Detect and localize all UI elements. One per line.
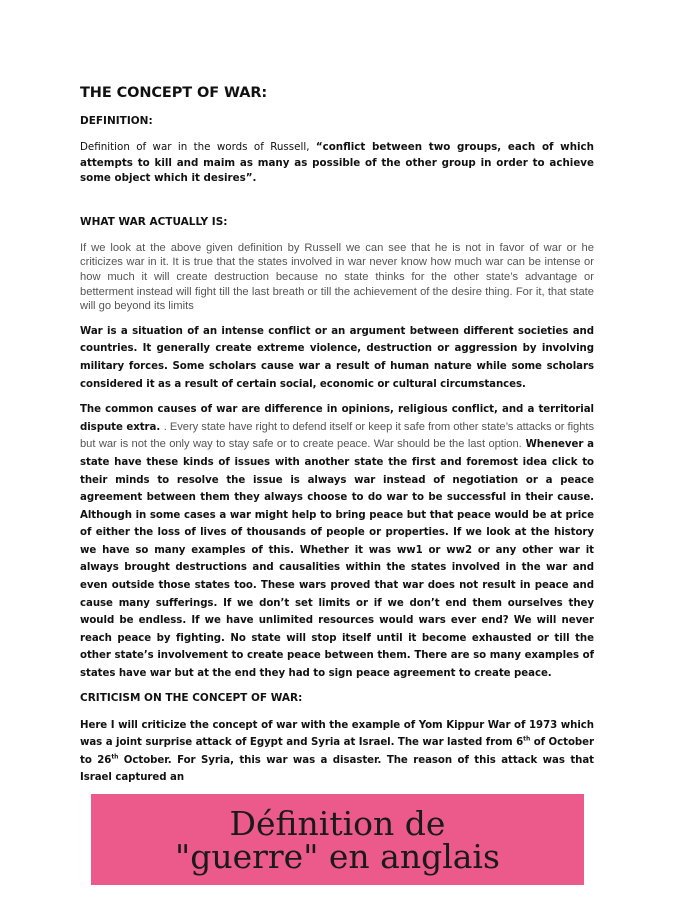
criticism-part3: October. For Syria, this war was a disaster. The reason of this attack was that Israel captured an [80, 754, 595, 784]
title-banner [91, 794, 584, 885]
criticism-part2: of October to 26 [80, 737, 594, 766]
causes-paragraph [80, 401, 594, 683]
banner-line-2: "guerre" en anglais [175, 836, 500, 876]
criticism-part1: Here I will criticize the concept of war with the example of Yom Kippur War of 1973 which was a joint surprise attack of Egypt and Syria at Israel. The war lasted from 6 [80, 719, 594, 749]
what-war-heading: WHAT WAR ACTUALLY IS: [80, 215, 228, 228]
definition-heading: DEFINITION: [80, 115, 153, 127]
causes-start: The common causes of war are difference in opinions, religious conflict, and a territorial dispute extra. [80, 404, 594, 433]
criticism-heading: CRITICISM ON THE CONCEPT OF WAR: [80, 691, 303, 704]
definition-intro: Definition of war in the words of Russell, [80, 141, 316, 153]
criticism-sup2: th [111, 753, 119, 761]
causes-inline-regular: . Every state have right to defend itself or keep it safe from other state’s attacks or fights but war is not the only way to stay safe or to create peace. War should be the last option. [80, 420, 594, 451]
criticism-paragraph [80, 717, 594, 787]
criticism-sup1: th [523, 735, 531, 743]
spacer [80, 187, 594, 215]
definition-paragraph [80, 140, 594, 187]
definition-quote: “conflict between two groups, each of which attempts to kill and maim as many as possible of the other group in order to achieve some object which it desires”. [80, 141, 594, 185]
document-title: THE CONCEPT OF WAR: [80, 85, 268, 101]
banner-line-1: Définition de [229, 803, 446, 843]
what-war-paragraph: If we look at the above given definition by Russell we can see that he is not in favor of war or he criticizes war in it. It is true that the states involved in war never know how much war can be intense or how much it will create destruction because no state thinks for the other state’s advantage or betterment instead will fight till the last breath or till the achievement of the desire thing. For it, that state will go beyond its limits [80, 241, 594, 313]
causes-rest: Whenever a state have these kinds of issues with another state the first and foremost idea click to their minds to resolve the issue is always war instead of negotiation or a peace agreement between them they always choose to do war to be successful in their cause. Although in some cases a war might help to bring peace but that peace would be at price of either the loss of lives of thousands of people or properties. If we look at the history we have so many examples of this. Whether it was ww1 or ww2 or any other war it always brought destructions and causalities within the states involved in the war and even outside those states too. These wars proved that war does not result in peace and cause many sufferings. If we don’t set limits or if we don’t end them ourselves they would be endless. If we have unlimited resources would wars ever end? We will never reach peace by fighting. No state will stop itself until it become exhausted or till the other state’s involvement to create peace between them. There are so many examples of states have war but at the end they had to sign peace agreement to create peace. [80, 439, 594, 680]
situation-paragraph: War is a situation of an intense conflict or an argument between different societies and countries. It generally create extreme violence, destruction or aggression by involving military forces. Some scholars cause war a result of human nature while some scholars considered it as a result of certain social, economic or cultural circumstances. [80, 325, 594, 390]
document-body [80, 84, 594, 795]
